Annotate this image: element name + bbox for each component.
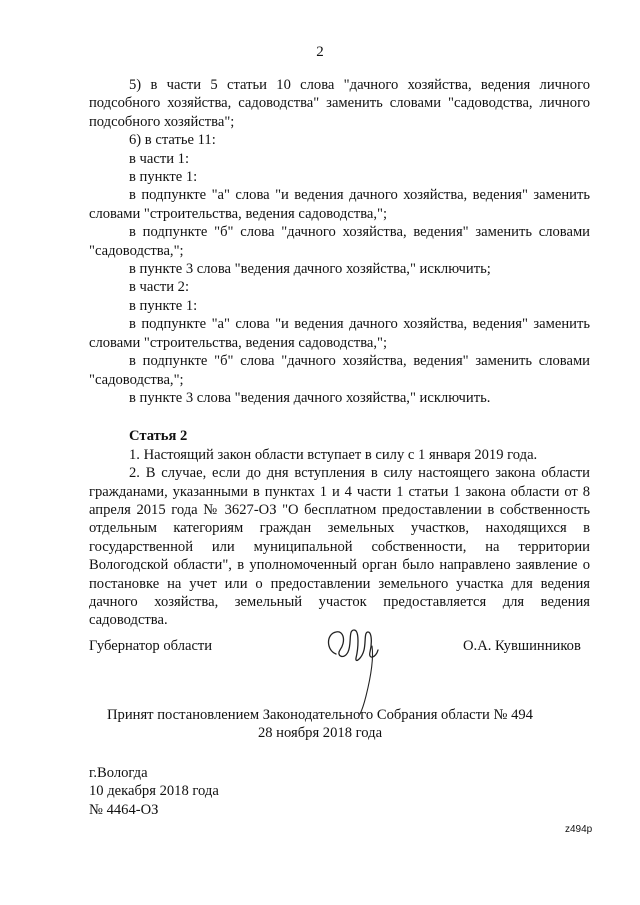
paragraph: в подпункте "а" слова "и ведения дачного хозяйства, ведения" заменить словами "строительства, ведения садоводства,"; [89,316,590,351]
paragraph: в пункте 1: [129,169,198,186]
paragraph: 5) в части 5 статьи 10 слова "дачного хозяйства, ведения личного подсобного хозяйства, садоводства" заменить словами "садоводства, личного подсобного хозяйства"; [89,77,590,130]
spacer [89,407,590,427]
paragraph: 6) в статье 11: [129,132,216,149]
paragraph: в части 1: [129,150,190,167]
place-date-block [89,764,219,819]
signatory-title: Губернатор области [89,638,213,654]
paragraph: в подпункте "а" слова "и ведения дачного хозяйства, ведения" заменить словами "строительства, ведения садоводства,"; [89,187,590,222]
document-body [89,76,590,630]
law-number: № 4464-ОЗ [89,801,159,818]
article-item: 2. В случае, если до дня вступления в силу настоящего закона области гражданами, указанными в пунктах 1 и 4 части 1 статьи 1 закона области от 8 апреля 2015 года № 3627-ОЗ "О бесплатном предоставлении в собственность отдельным категориям граждан земельных участков, находящихся в государственной или муниципальной собственности, на территории Вологодской области", в уполномоченный орган было направлено заявление о постановке на учет или о предоставлении земельного участка для ведения дачного хозяйства, земельный участок предоставляется для ведения садоводства. [89,465,590,629]
paragraph: в пункте 1: [129,297,198,314]
paragraph: в подпункте "б" слова "дачного хозяйства, ведения" заменить словами "садоводства,"; [89,224,590,259]
handwritten-signature [322,620,382,716]
adoption-line: Принят постановлением Законодательного Собрания области № 494 [107,707,533,723]
signatory-name: О.А. Кувшинников [463,638,581,654]
city: г.Вологда [89,765,148,781]
paragraph: в части 2: [129,279,190,296]
paragraph: в пункте 3 слова "ведения дачного хозяйства," исключить. [129,389,491,406]
document-code: z494p [565,824,593,835]
page-number: 2 [316,44,324,60]
article-heading: Статья 2 [129,428,188,445]
adoption-date: 28 ноября 2018 года [257,725,383,742]
adoption-note [0,706,640,743]
paragraph: в пункте 3 слова "ведения дачного хозяйства," исключить; [129,261,491,278]
signing-date: 10 декабря 2018 года [89,783,219,800]
article-item: 1. Настоящий закон области вступает в силу с 1 января 2019 года. [129,446,538,463]
paragraph: в подпункте "б" слова "дачного хозяйства, ведения" заменить словами "садоводства,"; [89,353,590,388]
